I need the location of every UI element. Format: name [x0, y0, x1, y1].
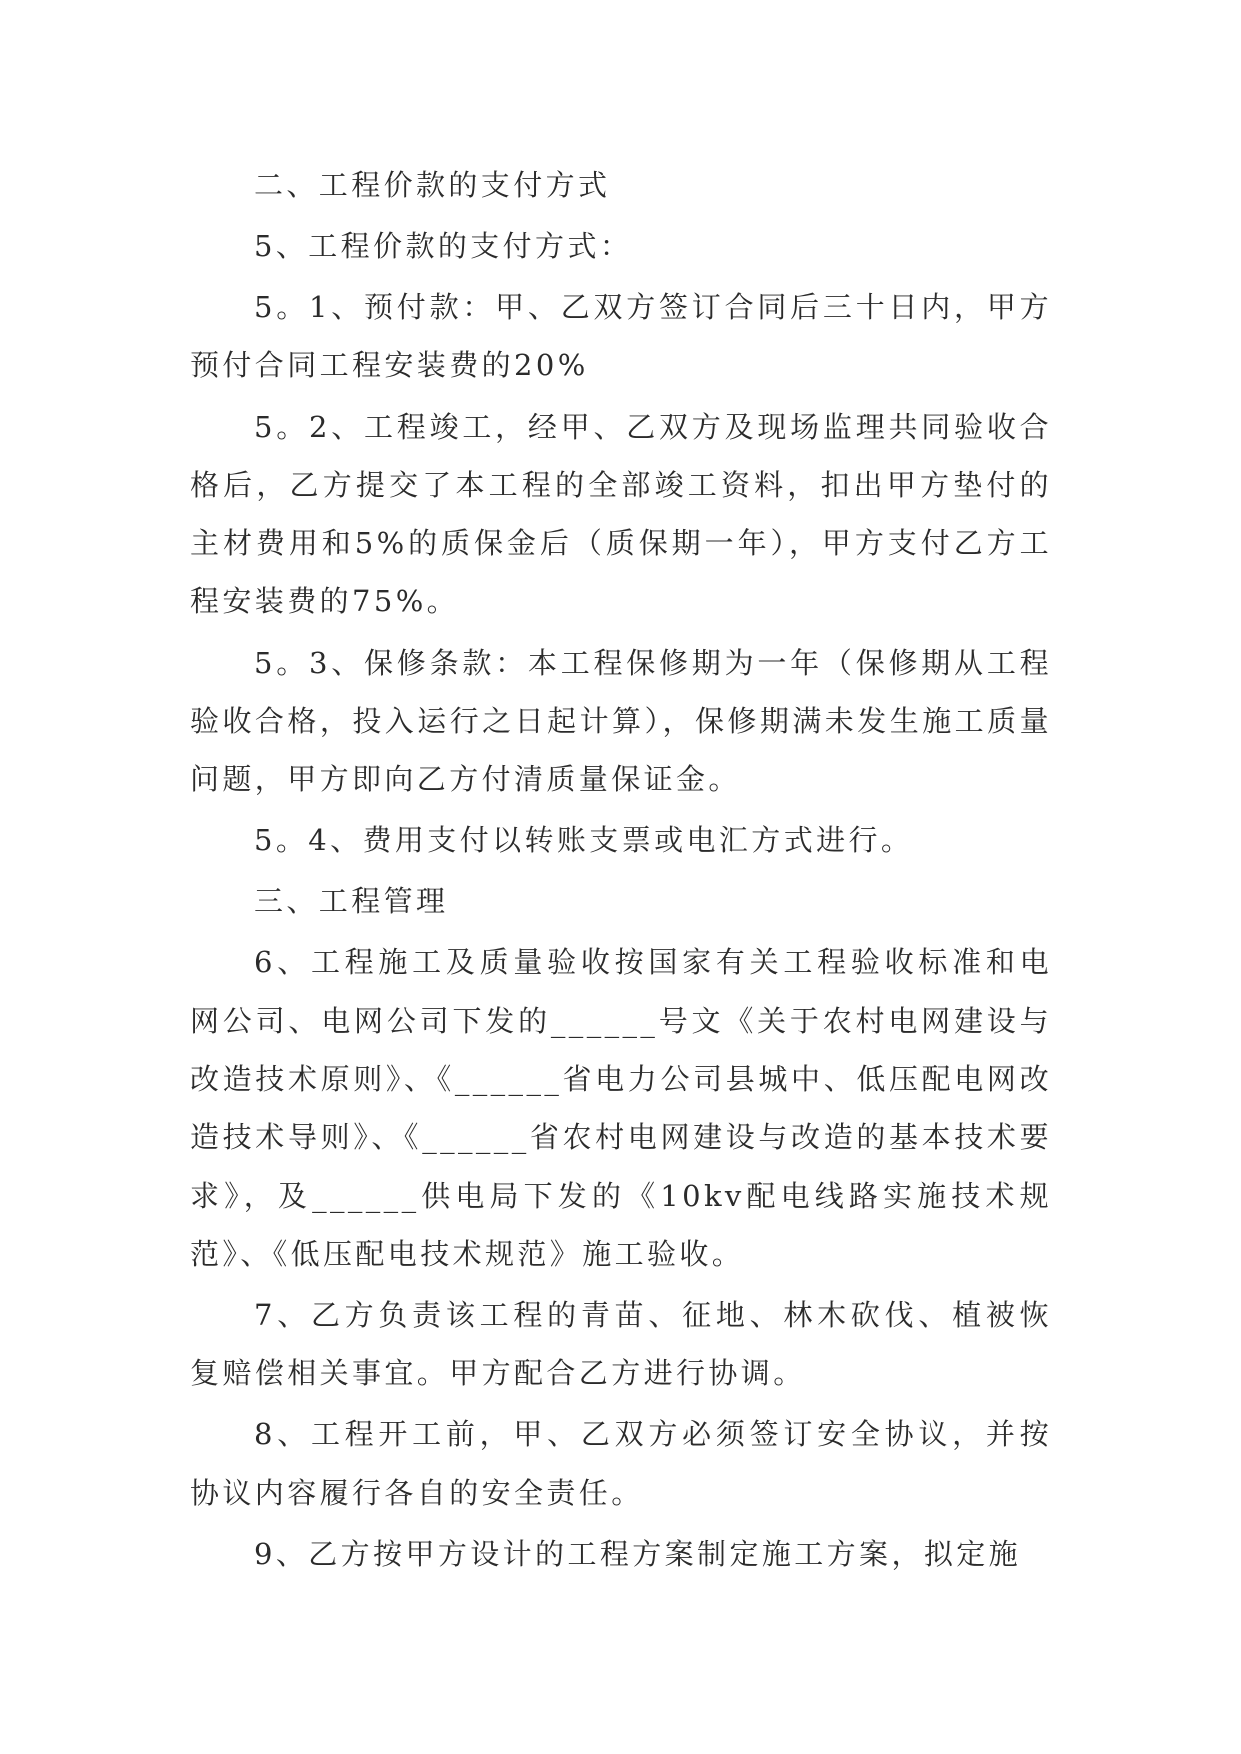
- section-heading-payment: 二、工程价款的支付方式: [254, 168, 611, 202]
- paragraph-5-1: 5。1、预付款：甲、乙双方签订合同后三十日内，甲方预付合同工程安装费的20%: [190, 290, 1052, 383]
- paragraph-5-3: 5。3、保修条款：本工程保修期为一年（保修期从工程验收合格，投入运行之日起计算），保修期满未发生施工质量问题，甲方即向乙方付清质量保证金。: [190, 645, 1052, 797]
- document-body: [190, 156, 1052, 1586]
- paragraph-5: 5、工程价款的支付方式：: [254, 229, 633, 264]
- paragraph-5-4: 5。4、费用支付以转账支票或电汇方式进行。: [254, 823, 914, 858]
- paragraph-9: 9、乙方按甲方设计的工程方案制定施工方案，拟定施: [254, 1536, 1022, 1571]
- paragraph-7: 7、乙方负责该工程的青苗、征地、林木砍伐、植被恢复赔偿相关事宜。甲方配合乙方进行协调。: [190, 1298, 1052, 1391]
- paragraph-5-2: 5。2、工程竣工，经甲、乙双方及现场监理共同验收合格后，乙方提交了本工程的全部竣工资料，扣出甲方垫付的主材费用和5%的质保金后（质保期一年），甲方支付乙方工程安装费的75%。: [190, 409, 1052, 619]
- paragraph-6: 6、工程施工及质量验收按国家有关工程验收标准和电网公司、电网公司下发的______号文《关于农村电网建设与改造技术原则》、《______省电力公司县城中、低压配电网改造技术导则》、《______省农村电网建设与改造的基本技术要求》，及______供电局下发的《10kv配电线路实施技术规范》、《低压配电技术规范》施工验收。: [190, 945, 1052, 1271]
- paragraph-8: 8、工程开工前，甲、乙双方必须签订安全协议，并按协议内容履行各自的安全责任。: [190, 1417, 1052, 1510]
- section-heading-management: 三、工程管理: [254, 884, 449, 919]
